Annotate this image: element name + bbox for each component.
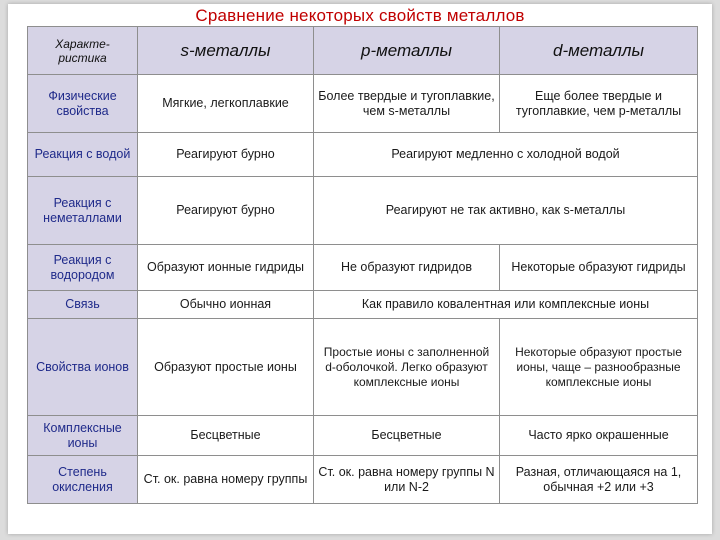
row-label: Степень окисления — [28, 456, 138, 504]
slide-title: Сравнение некоторых свойств металлов — [195, 6, 525, 25]
row-label: Реакция с водой — [28, 133, 138, 177]
cell-p: Более твердые и тугоплавкие, чем s-металлы — [314, 75, 500, 133]
table-row — [28, 245, 698, 291]
row-label: Свойства ионов — [28, 319, 138, 416]
cell-p: Бесцветные — [314, 416, 500, 456]
column-header-p: p-металлы — [314, 27, 500, 75]
cell-p: Простые ионы с заполненной d-оболочкой. Легко образуют комплексные ионы — [314, 319, 500, 416]
row-label: Реакция с неметаллами — [28, 177, 138, 245]
cell-s: Мягкие, легкоплавкие — [138, 75, 314, 133]
header-row — [28, 27, 698, 75]
row-label: Связь — [28, 291, 138, 319]
cell-s: Реагируют бурно — [138, 177, 314, 245]
cell-d: Еще более твердые и тугоплавкие, чем p-металлы — [500, 75, 698, 133]
table-row — [28, 416, 698, 456]
cell-d: Некоторые образуют гидриды — [500, 245, 698, 291]
cell-p: Не образуют гидридов — [314, 245, 500, 291]
cell-s: Образуют ионные гидриды — [138, 245, 314, 291]
cell-d: Разная, отличающаяся на 1, обычная +2 или +3 — [500, 456, 698, 504]
table-row — [28, 133, 698, 177]
cell-s: Бесцветные — [138, 416, 314, 456]
cell-s: Ст. ок. равна номеру группы — [138, 456, 314, 504]
column-header-d: d-металлы — [500, 27, 698, 75]
table-row — [28, 456, 698, 504]
table-row — [28, 75, 698, 133]
table-row — [28, 291, 698, 319]
row-label: Реакция с водородом — [28, 245, 138, 291]
row-label: Комплексные ионы — [28, 416, 138, 456]
table-row — [28, 177, 698, 245]
cell-d: Часто ярко окрашенные — [500, 416, 698, 456]
corner-cell: Характе-ристика — [28, 27, 138, 75]
row-label: Физические свойства — [28, 75, 138, 133]
column-header-s: s-металлы — [138, 27, 314, 75]
comparison-table — [27, 26, 698, 504]
cell-pd: Реагируют медленно с холодной водой — [314, 133, 698, 177]
cell-pd: Как правило ковалентная или комплексные ионы — [314, 291, 698, 319]
cell-s: Реагируют бурно — [138, 133, 314, 177]
cell-s: Образуют простые ионы — [138, 319, 314, 416]
cell-p: Ст. ок. равна номеру группы N или N-2 — [314, 456, 500, 504]
cell-s: Обычно ионная — [138, 291, 314, 319]
cell-pd: Реагируют не так активно, как s-металлы — [314, 177, 698, 245]
table-row — [28, 319, 698, 416]
cell-d: Некоторые образуют простые ионы, чаще – разнообразные комплексные ионы — [500, 319, 698, 416]
